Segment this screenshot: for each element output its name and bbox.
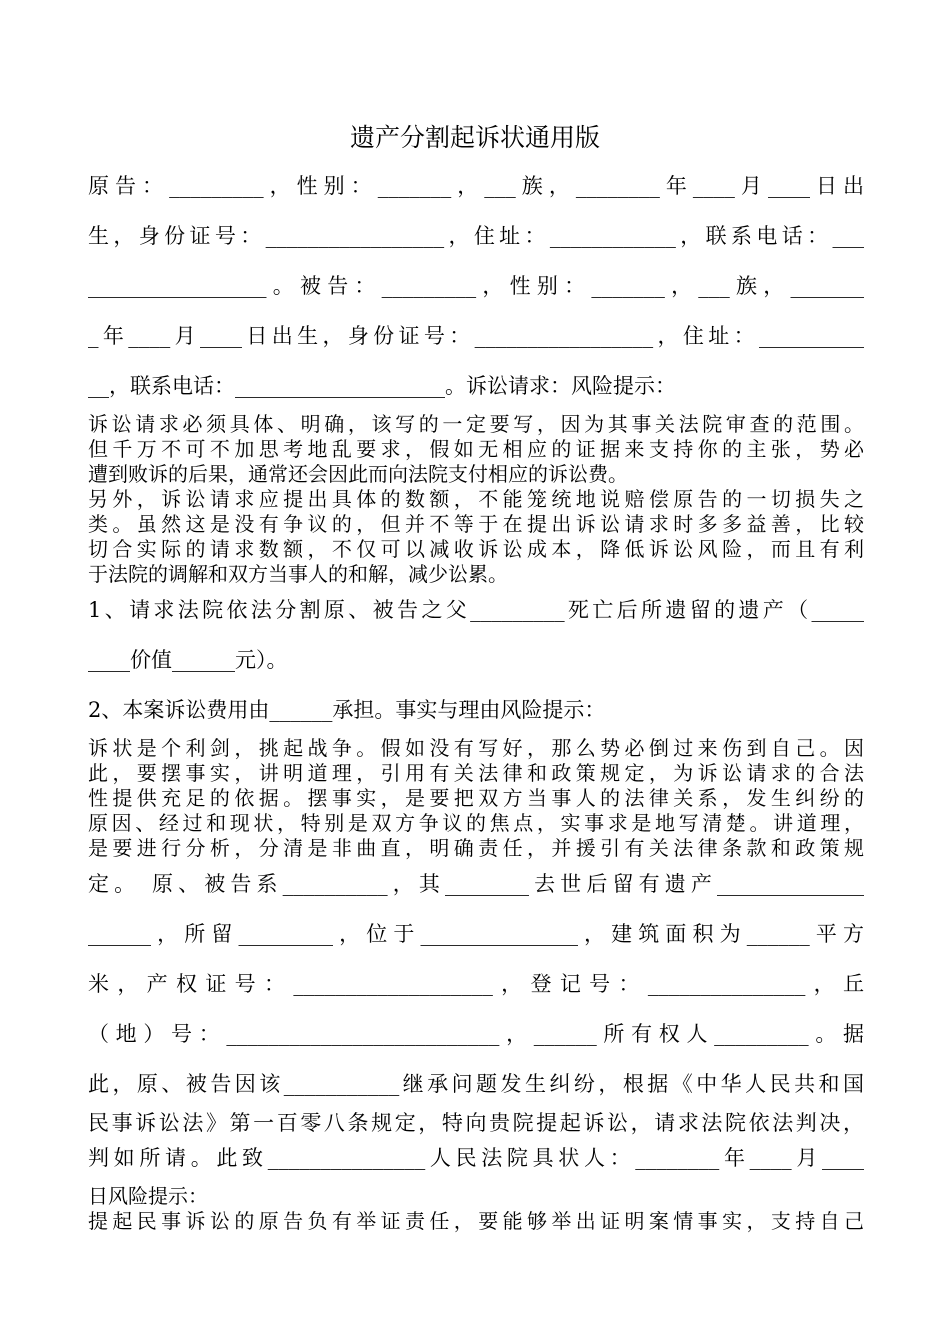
risk-note-line: 此，要摆事实，讲明道理，引用有关法律和政策规定，为诉讼请求的合法 [88, 761, 864, 785]
facts-line: （地）号：__________________________，______所有权人_________。据 [88, 1022, 864, 1046]
risk-note-line: 诉状是个利剑，挑起战争。假如没有写好，那么势必倒过来伤到自己。因 [88, 736, 864, 760]
form-line-plaintiff: 原告：_________，性别：_______，___族，________年____月____日出 [88, 174, 864, 198]
facts-line: 定。 原、被告系__________，其________去世后留有遗产______________ [88, 872, 864, 896]
risk-note-line: 提起民事诉讼的原告负有举证责任，要能够举出证明案情事实，支持自己 [88, 1209, 864, 1233]
risk-note-line: 另外，诉讼请求应提出具体的数额，不能笼统地说赔偿原告的一切损失之 [88, 487, 864, 511]
form-line-defendant-id: _年____月____日出生，身份证号：_________________，住址：__________ [88, 324, 864, 348]
risk-note-heading: 日风险提示： [88, 1184, 208, 1208]
closing-line: 判如所请。此致_______________人民法院具状人：________年____月____ [88, 1146, 864, 1170]
claim-item-2: 2、本案诉讼费用由______承担。事实与理由风险提示： [88, 698, 606, 722]
facts-line: 此，原、被告因该___________继承问题发生纠纷，根据《中华人民共和国 [88, 1072, 864, 1096]
risk-note-line: 于法院的调解和双方当事人的和解，减少讼累。 [88, 562, 508, 586]
risk-note-line: 性提供充足的依据。摆事实，是要把双方当事人的法律关系，发生纠纷的 [88, 786, 864, 810]
form-line-claims-heading: __，联系电话：____________________。诉讼请求：风险提示： [88, 374, 676, 398]
claim-item-1-cont: ____价值______元）。 [88, 648, 288, 672]
risk-note-line: 遭到败诉的后果，通常还会因此而向法院支付相应的诉讼费。 [88, 462, 628, 486]
risk-note-line: 但千万不可不加思考地乱要求，假如无相应的证据来支持你的主张，势必 [88, 437, 864, 461]
form-line-defendant: _________________。被告：_________，性别：_______，___族，_______ [88, 274, 864, 298]
risk-note-line: 诉讼请求必须具体、明确，该写的一定要写，因为其事关法院审查的范围。 [88, 412, 864, 436]
claim-item-1: 1、请求法院依法分割原、被告之父_________死亡后所遗留的遗产（_____ [88, 598, 864, 622]
risk-note-line: 切合实际的请求数额，不仅可以减收诉讼成本，降低诉讼风险，而且有利 [88, 537, 864, 561]
facts-line: ______，所留_________，位于_______________，建筑面积为______平方 [88, 922, 864, 946]
risk-note-line: 原因、经过和现状，特别是双方争议的焦点，实事求是地写清楚。讲道理， [88, 811, 864, 835]
facts-line: 民事诉讼法》第一百零八条规定，特向贵院提起诉讼，请求法院依法判决， [88, 1111, 864, 1135]
risk-note-line: 是要进行分析，分清是非曲直，明确责任，并援引有关法律条款和政策规 [88, 836, 864, 860]
document-title: 遗产分割起诉状通用版 [349, 123, 600, 152]
form-line-plaintiff-id: 生，身份证号：_________________，住址：____________，联系电话：___ [88, 224, 864, 248]
facts-line: 米，产权证号：___________________，登记号：_______________，丘 [88, 972, 864, 996]
risk-note-line: 类。虽然这是没有争议的，但并不等于在提出诉讼请求时多多益善，比较 [88, 512, 864, 536]
